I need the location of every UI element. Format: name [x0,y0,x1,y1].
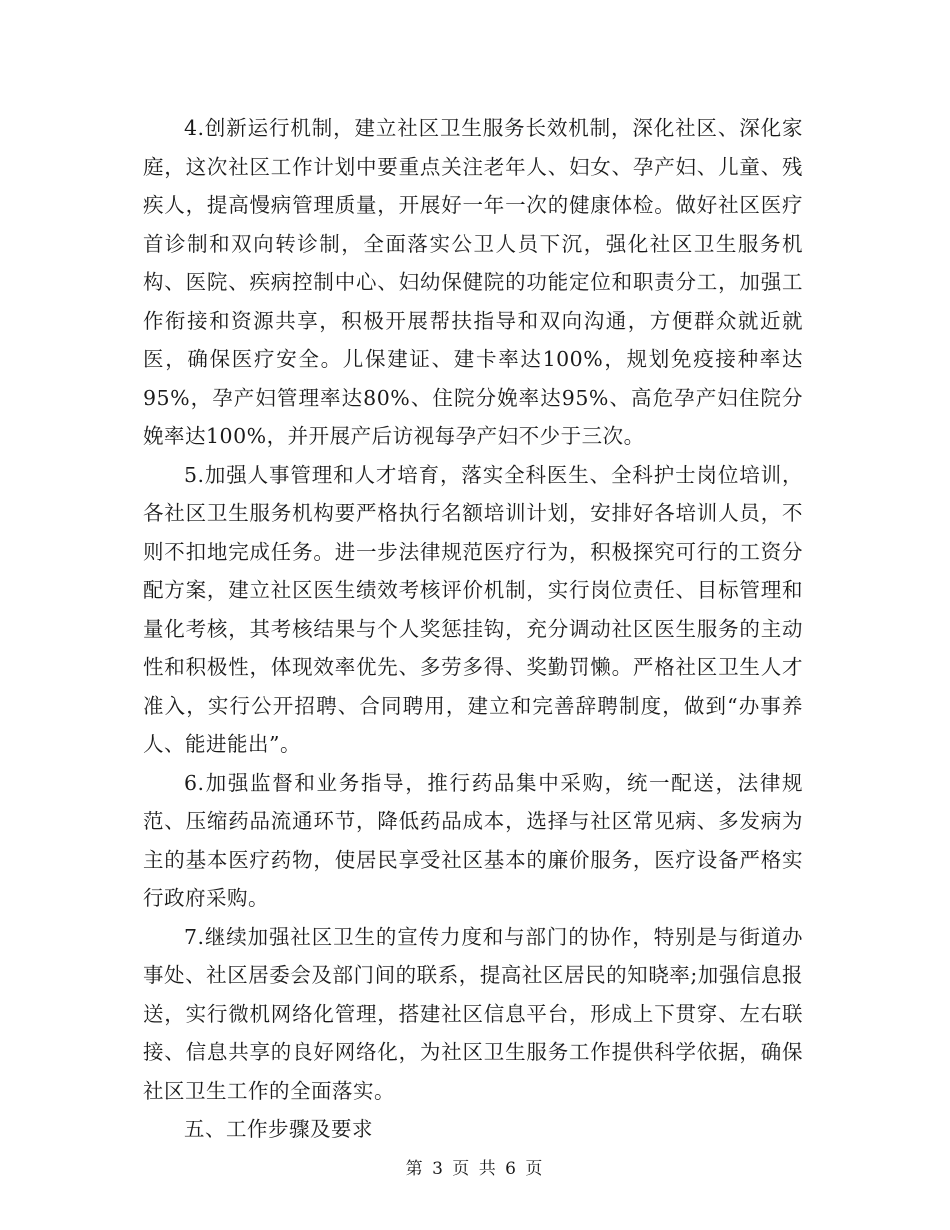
paragraph-item-4: 4.创新运行机制，建立社区卫生服务长效机制，深化社区、深化家庭，这次社区工作计划中要重点关注老年人、妇女、孕产妇、儿童、残疾人，提高慢病管理质量，开展好一年一次的健康体检。做好社区医疗首诊制和双向转诊制，全面落实公卫人员下沉，强化社区卫生服务机构、医院、疾病控制中心、妇幼保健院的功能定位和职责分工，加强工作衔接和资源共享，积极开展帮扶指导和双向沟通，方便群众就近就医，确保医疗安全。儿保建证、建卡率达100%，规划免疫接种率达95%，孕产妇管理率达80%、住院分娩率达95%、高危孕产妇住院分娩率达100%，并开展产后访视每孕产妇不少于三次。 [143,116,803,448]
document-body [143,109,803,1149]
paragraph-item-6: 6.加强监督和业务指导，推行药品集中采购，统一配送，法律规范、压缩药品流通环节，降低药品成本，选择与社区常见病、多发病为主的基本医疗药物，使居民享受社区基本的廉价服务，医疗设备严格实行政府采购。 [143,770,803,910]
page-footer: 第 3 页 共 6 页 [405,1159,545,1179]
section-heading: 五、工作步骤及要求 [184,1117,373,1141]
paragraph-item-5: 5.加强人事管理和人才培育，落实全科医生、全科护士岗位培训，各社区卫生服务机构要严格执行名额培训计划，安排好各培训人员，不则不扣地完成任务。进一步法律规范医疗行为，积极探究可行的工资分配方案，建立社区医生绩效考核评价机制，实行岗位责任、目标管理和量化考核，其考核结果与个人奖惩挂钩，充分调动社区医生服务的主动性和积极性，体现效率优先、多劳多得、奖勤罚懒。严格社区卫生人才准入，实行公开招聘、合同聘用，建立和完善辞聘制度，做到“办事养人、能进能出”。 [143,462,803,756]
paragraph-item-7: 7.继续加强社区卫生的宣传力度和与部门的协作，特别是与街道办事处、社区居委会及部门间的联系，提高社区居民的知晓率;加强信息报送，实行微机网络化管理，搭建社区信息平台，形成上下贯穿、左右联接、信息共享的良好网络化，为社区卫生服务工作提供科学依据，确保社区卫生工作的全面落实。 [143,924,803,1103]
